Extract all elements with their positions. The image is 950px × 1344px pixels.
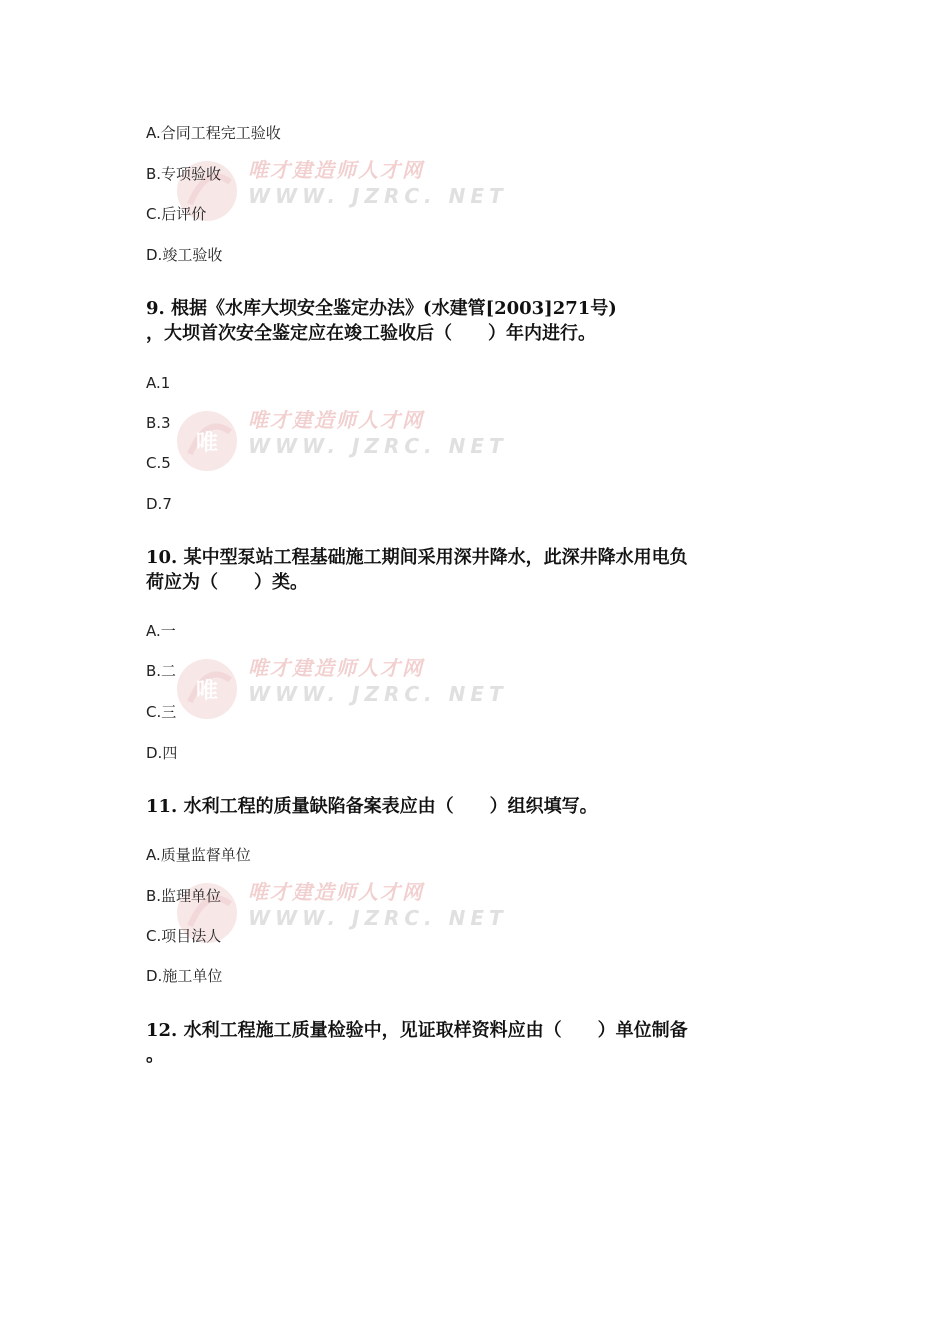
- q10-option-c: C.三: [146, 703, 177, 721]
- watermark-logo-icon: [172, 406, 242, 476]
- q12-text-line2: 。: [146, 1045, 164, 1066]
- watermark-cn: 唯才建造师人才网: [248, 656, 424, 680]
- watermark-logo-icon: [172, 654, 242, 724]
- q11-option-d: D.施工单位: [146, 967, 223, 985]
- watermark-en: WWW. JZRC. NET: [248, 184, 508, 208]
- q9-option-a: A.1: [146, 374, 171, 392]
- q8-option-c: C.后评价: [146, 205, 207, 223]
- q11-option-c: C.项目法人: [146, 927, 222, 945]
- q10-option-b: B.二: [146, 662, 177, 680]
- watermark: [172, 402, 508, 482]
- q9-option-c: C.5: [146, 454, 171, 472]
- q10-option-d: D.四: [146, 744, 178, 762]
- q8-option-a: A.合同工程完工验收: [146, 124, 281, 142]
- watermark-en: WWW. JZRC. NET: [248, 906, 508, 930]
- q9-text-line2: ，大坝首次安全鉴定应在竣工验收后（ ）年内进行。: [146, 323, 596, 344]
- watermark-en: WWW. JZRC. NET: [248, 434, 508, 458]
- q10-text-line1: 10. 某中型泵站工程基础施工期间采用深井降水，此深井降水用电负: [146, 547, 688, 568]
- watermark: [172, 650, 508, 730]
- watermark-cn: 唯才建造师人才网: [248, 158, 424, 182]
- q8-option-b: B.专项验收: [146, 165, 222, 183]
- q9-option-b: B.3: [146, 414, 171, 432]
- q12-text-line1: 12. 水利工程施工质量检验中，见证取样资料应由（ ）单位制备: [146, 1020, 688, 1041]
- q11-text-line1: 11. 水利工程的质量缺陷备案表应由（ ）组织填写。: [146, 796, 598, 817]
- q11-option-a: A.质量监督单位: [146, 846, 251, 864]
- watermark-cn: 唯才建造师人才网: [248, 408, 424, 432]
- watermark-cn: 唯才建造师人才网: [248, 880, 424, 904]
- q9-option-d: D.7: [146, 495, 172, 513]
- q10-option-a: A.一: [146, 622, 176, 640]
- q8-option-d: D.竣工验收: [146, 246, 223, 264]
- watermark-en: WWW. JZRC. NET: [248, 682, 508, 706]
- q10-text-line2: 荷应为（ ）类。: [146, 572, 308, 593]
- q11-option-b: B.监理单位: [146, 887, 222, 905]
- q9-text-line1: 9. 根据《水库大坝安全鉴定办法》(水建管[2003]271号): [146, 298, 617, 319]
- watermark-logo-text: 唯: [196, 678, 219, 704]
- watermark-logo-text: 唯: [196, 430, 219, 456]
